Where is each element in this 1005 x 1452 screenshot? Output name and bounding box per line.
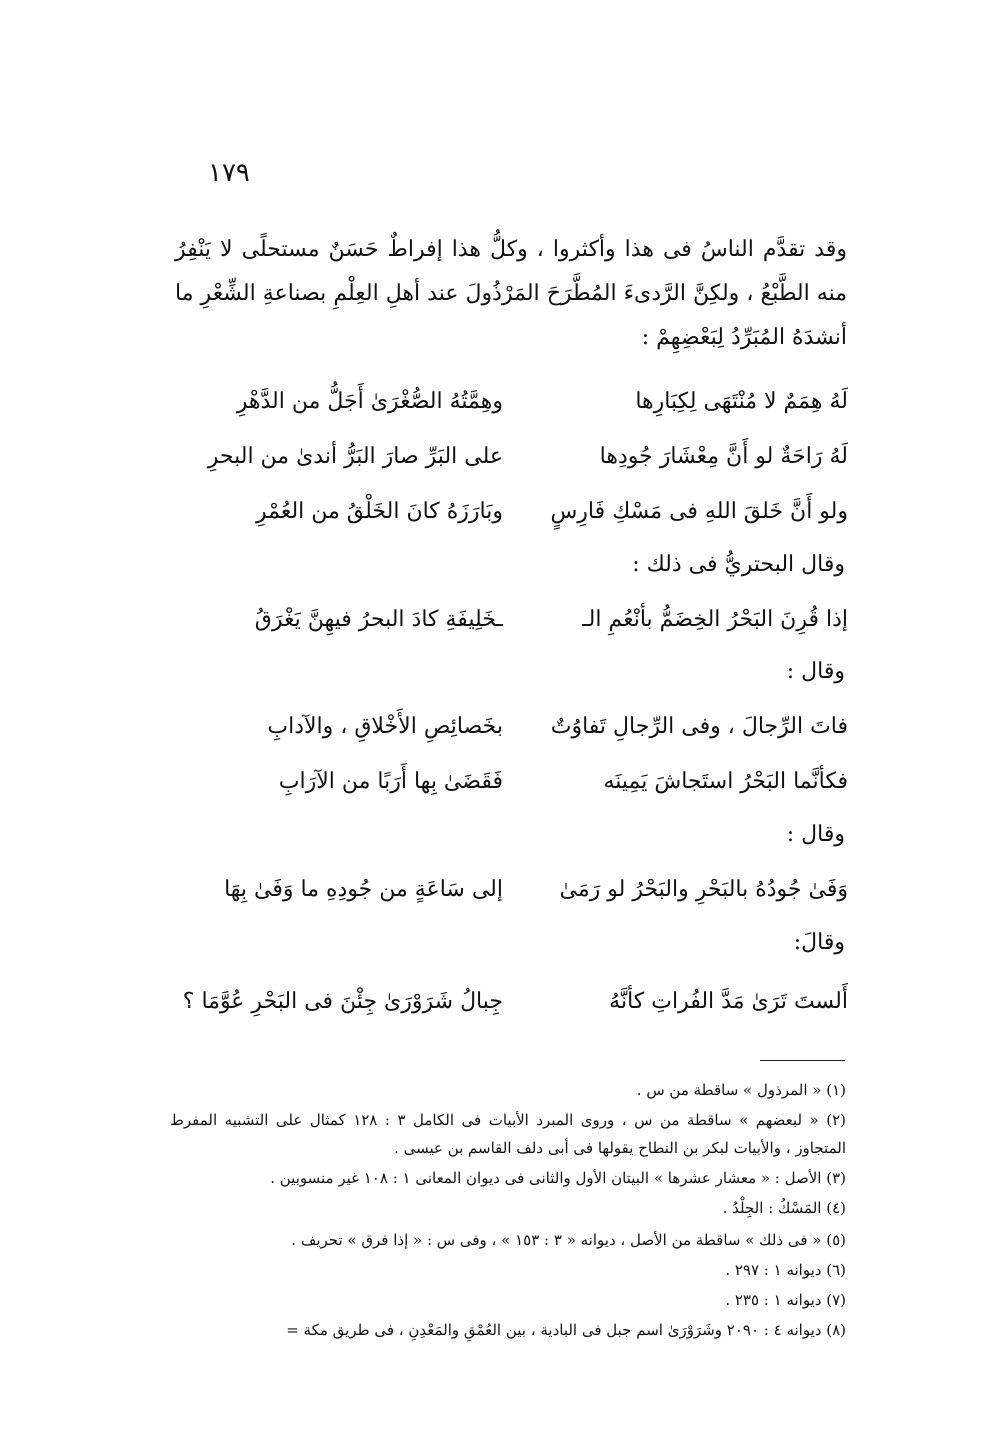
footnote: (٥) « فى ذلك » ساقطة من الأصل ، ديوانه « ٣ : ١٥٣ » ، وفى س : « إذا فرق » تحريف . <box>291 1231 846 1249</box>
verse-second-hemistich: وبَارَزَهُ كانَ الخَلْقُ من العُمْرِ <box>256 499 503 524</box>
footnote: (٤) المَسْكُ : الجِلْدُ . <box>722 1199 846 1217</box>
verse-first-hemistich: ولو أَنَّ خَلقَ اللهِ فى مَسْكِ فَارِسٍ <box>550 499 848 524</box>
poet-introduction: وقال البحتريُّ فى ذلك : <box>632 552 845 577</box>
verse-first-hemistich: وَفَىٰ جُودُهُ بالبَحْرِ والبَحْرُ لو رَمَىٰ <box>559 877 848 902</box>
verse-second-hemistich: ـخَلِيفَةِ كادَ البحرُ فيهِنَّ يَغْرَقُ <box>254 607 503 632</box>
verse-first-hemistich: إذا قُرِنَ البَحْرُ الخِضَمُّ بأنْعُمِ الـ <box>582 607 848 632</box>
footnote-separator <box>760 1060 845 1061</box>
main-paragraph: وقد تقدَّم الناسُ فى هذا وأكثروا ، وكلُّ هذا إفراطٌ حَسَنٌ مستحلًى لا يَنْفِرُ منه الطَّبْعُ ، ولكِنَّ الرَّدىءَ المُطَّرَحَ المَرْذُولَ عند أهلِ العِلْمِ بصناعةِ الشِّعْرِ ما أنشدَهُ المُبَرِّدُ لِبَعْضِهِمْ : <box>175 237 847 350</box>
footnote: (٢) « لبعضهم » ساقطة من س ، وروى المبرد الأبيات فى الكامل ٣ : ١٢٨ كمثال على التشبيه المفرط المتجاوز ، والأبيات لبكر بن النطاح يقولها فى أبى دلف القاسم بن عيسى . <box>170 1111 847 1157</box>
verse-first-hemistich: فاتَ الرِّجالَ ، وفى الرِّجالِ تَفاوُتٌ <box>550 714 848 739</box>
verse-second-hemistich: إلى سَاعَةٍ من جُودِهِ ما وَفَىٰ بِهَا <box>224 877 503 902</box>
footnote: (٧) ديوانه ١ : ٢٣٥ . <box>725 1291 846 1309</box>
poet-introduction: وقال : <box>786 822 845 847</box>
page-number: ١٧٩ <box>208 158 250 188</box>
poet-introduction: وقال : <box>786 659 845 684</box>
verse-first-hemistich: فكأنَّما البَحْرُ استَجاشَ يَمِينَه <box>603 769 848 794</box>
footnote: (٨) ديوانه ٤ : ٢٠٩٠ وشَرَوْرَىٰ اسم جبل فى البادية ، بين العُمْقِ والمَعْدِنِ ، فى طريق مكة = <box>286 1321 846 1339</box>
poet-introduction: وقالَ: <box>793 930 845 955</box>
verse-first-hemistich: لَهُ رَاحَةٌ لو أَنَّ مِعْشَارَ جُودِها <box>599 444 848 469</box>
verse-second-hemistich: وهِمَّتُهُ الصُّغْرَىٰ أَجَلُّ من الدَّهْرِ <box>236 389 503 414</box>
verse-first-hemistich: أَلستَ تَرَىٰ مَدَّ الفُراتِ كأنَّهُ <box>609 989 848 1014</box>
verse-line <box>220 380 848 424</box>
verse-line <box>220 760 848 804</box>
verse-second-hemistich: فَقَضَىٰ بِها أَرَبًا من الآرَابِ <box>278 769 503 794</box>
verse-line <box>220 868 848 912</box>
verse-line <box>182 980 848 1024</box>
footnote: (٣) الأصل : « معشار عشرها » البيتان الأول والثانى فى ديوان المعانى ١ : ١٠٨ غير منسوبين . <box>270 1169 846 1187</box>
verse-second-hemistich: بخَصائِصِ الأَخْلاقِ ، والآدابِ <box>267 714 503 739</box>
verse-second-hemistich: جِبالُ شَرَوْرَىٰ جِئْنَ فى البَحْرِ عُوَّمَا ؟ <box>182 989 503 1014</box>
footnote: (١) « المرذول » ساقطة من س . <box>636 1081 846 1099</box>
verse-line <box>220 705 848 749</box>
footnote: (٦) ديوانه ١ : ٢٩٧ . <box>725 1261 846 1279</box>
verse-line <box>220 490 848 534</box>
verse-second-hemistich: على البَرِّ صارَ البَرُّ أندىٰ من البحرِ <box>207 444 503 469</box>
verse-line <box>220 598 848 642</box>
verse-first-hemistich: لَهُ هِمَمٌ لا مُنْتَهَى لِكِبَارِها <box>635 389 848 414</box>
verse-line <box>207 435 848 479</box>
